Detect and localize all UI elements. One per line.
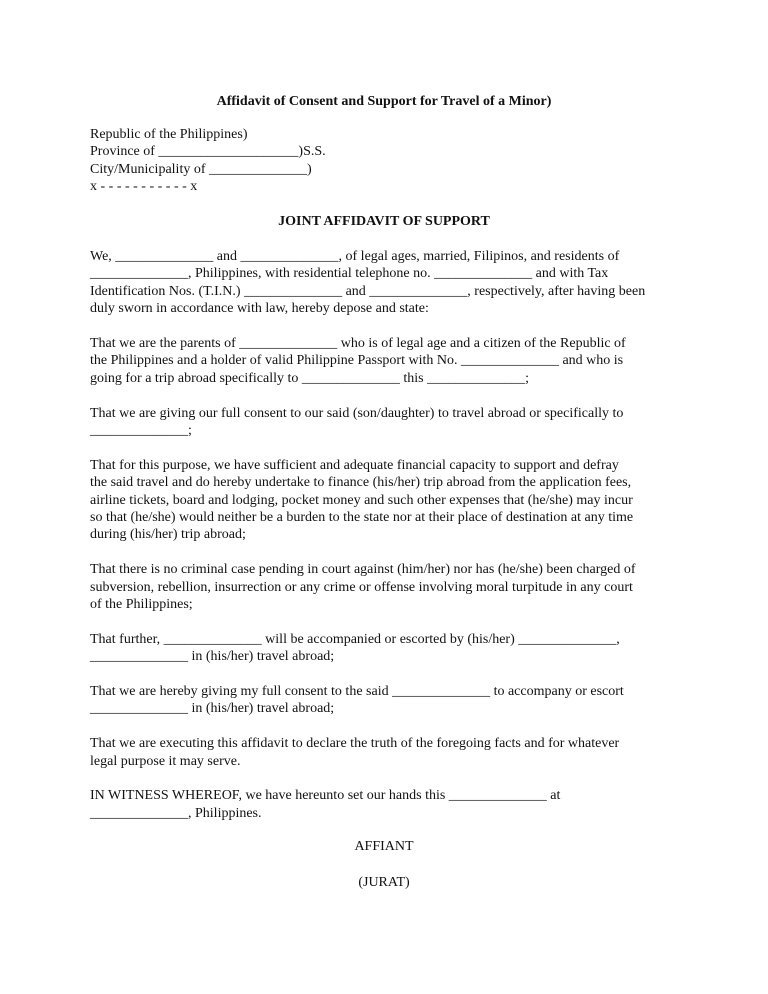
venue-separator: x - - - - - - - - - - - x [90,179,198,195]
paragraph-parents [90,335,680,387]
paragraph-witness [90,787,680,822]
affidavit-body [90,248,680,822]
paragraph-line: of the Philippines; [90,597,193,613]
paragraph-line: duly sworn in accordance with law, hereby depose and state: [90,301,429,317]
paragraph-line: ______________, Philippines. [90,805,262,821]
paragraph-line: so that (he/she) would neither be a burden to the state nor at their place of destination at any time [90,510,634,526]
paragraph-line: That there is no criminal case pending in court against (him/her) nor has (he/she) been charged of [90,562,636,578]
paragraph-line: ______________ in (his/her) travel abroad; [90,701,335,717]
section-heading: JOINT AFFIDAVIT OF SUPPORT [278,214,490,229]
paragraph-line: legal purpose it may serve. [90,753,241,769]
paragraph-criminal [90,561,680,613]
paragraph-line: That for this purpose, we have sufficient and adequate financial capacity to support and defray [90,457,619,473]
paragraph-line: ______________, Philippines, with residential telephone no. ______________ and with Tax [90,266,609,282]
paragraph-line: during (his/her) trip abroad; [90,527,246,543]
paragraph-line: We, ______________ and ______________, of legal ages, married, Filipinos, and residents of [90,249,620,264]
paragraph-line: That we are hereby giving my full consent to the said ______________ to accompany or escort [90,684,624,700]
paragraph-line: IN WITNESS WHEREOF, we have hereunto set our hands this ______________ at [90,788,561,804]
paragraph-line: Identification Nos. (T.I.N.) ______________ and ______________, respectively, after having been [90,283,646,299]
paragraph-line: That we are giving our full consent to our said (son/daughter) to travel abroad or specifically to [90,405,624,421]
paragraph-line: going for a trip abroad specifically to ______________ this ______________; [90,370,529,386]
paragraph-escort [90,631,680,666]
venue-city: City/Municipality of ______________) [90,161,312,177]
document-title: Affidavit of Consent and Support for Travel of a Minor) [216,94,552,109]
venue-province: Province of ____________________)S.S. [90,144,326,160]
paragraph-purpose [90,735,680,770]
paragraph-line: subversion, rebellion, insurrection or any crime or offense involving moral turpitude in any court [90,579,633,595]
paragraph-line: the said travel and do hereby undertake to finance (his/her) trip abroad from the application fees, [90,475,632,491]
paragraph-financial [90,457,680,544]
paragraph-line: That we are the parents of ______________ who is of legal age and a citizen of the Republic of [90,336,626,352]
paragraph-identity [90,248,680,318]
affiant-label: AFFIANT [354,839,414,854]
venue-republic: Republic of the Philippines) [90,127,248,142]
paragraph-line: ______________; [90,423,192,439]
paragraph-line: That further, ______________ will be accompanied or escorted by (his/her) ______________, [90,631,620,647]
paragraph-line: the Philippines and a holder of valid Philippine Passport with No. ______________ and who is [90,353,624,369]
paragraph-line: That we are executing this affidavit to declare the truth of the foregoing facts and for whatever [90,736,620,752]
paragraph-line: airline tickets, board and lodging, pocket money and such other expenses that (he/she) may incur [90,492,633,508]
venue-block [90,126,326,196]
paragraph-consent [90,405,680,440]
paragraph-escort-consent [90,683,680,718]
jurat-label: (JURAT) [358,875,410,890]
paragraph-line: ______________ in (his/her) travel abroad; [90,649,335,665]
